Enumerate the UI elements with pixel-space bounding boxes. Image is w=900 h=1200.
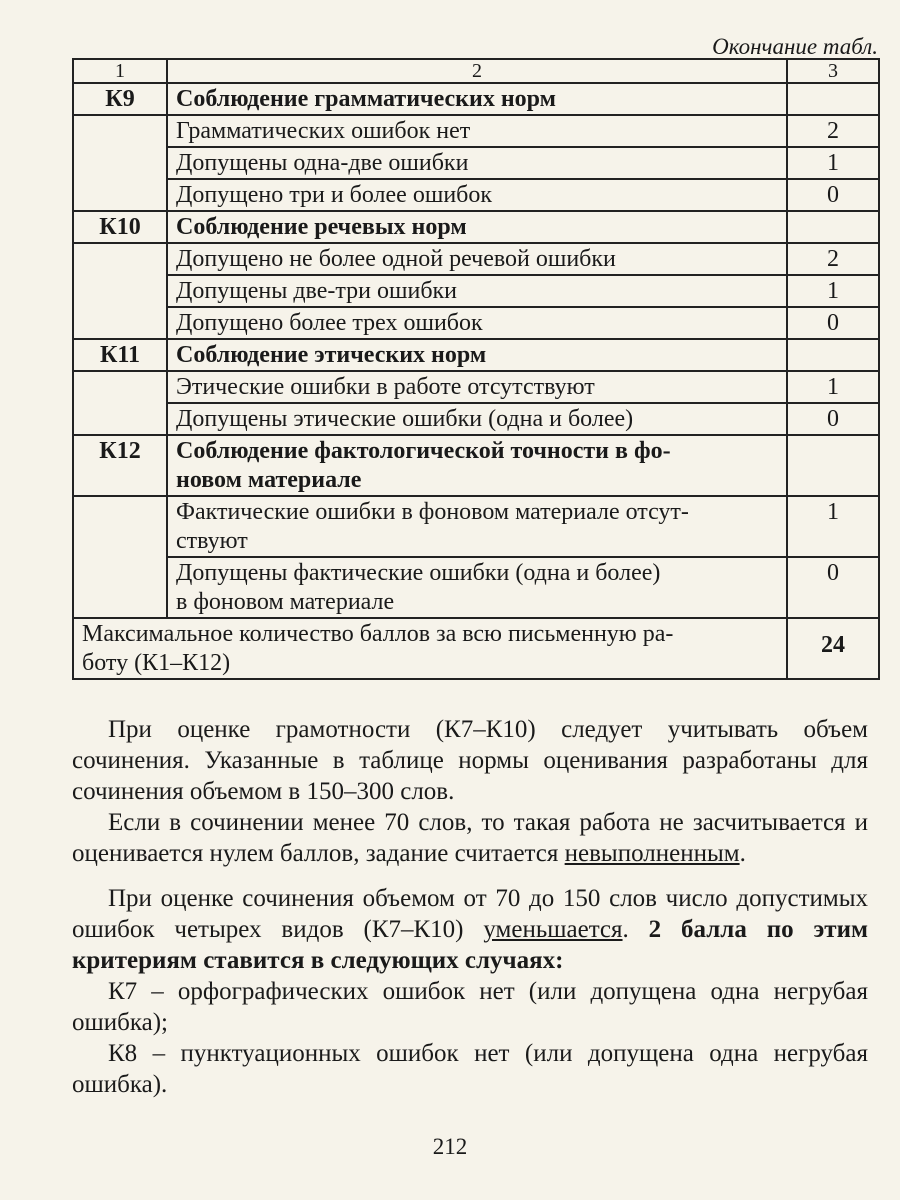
criterion-title: Соблюдение этических норм — [167, 339, 787, 371]
row-text — [167, 557, 787, 618]
max-score-value: 24 — [787, 618, 879, 679]
page-number: 212 — [432, 1134, 468, 1159]
row-score: 1 — [787, 147, 879, 179]
table-row — [73, 147, 879, 179]
row-text: Грамматических ошибок нет — [167, 115, 787, 147]
criterion-title-line: новом материале — [176, 467, 362, 493]
header-col-2: 2 — [167, 59, 787, 83]
table-row — [73, 403, 879, 435]
criterion-row-k11 — [73, 339, 879, 371]
row-text: Этические ошибки в работе отсутствуют — [167, 371, 787, 403]
table-row — [73, 179, 879, 211]
table-header-row — [73, 59, 879, 83]
criterion-score-empty — [787, 211, 879, 243]
row-text: Допущено три и более ошибок — [167, 179, 787, 211]
max-score-line: боту (К1–К12) — [82, 650, 231, 676]
empty-code-cell — [73, 115, 167, 211]
criterion-code: К12 — [73, 435, 167, 496]
criteria-table — [72, 58, 880, 680]
row-text: Допущено не более одной речевой ошибки — [167, 243, 787, 275]
criterion-score-empty — [787, 435, 879, 496]
header-col-3: 3 — [787, 59, 879, 83]
underlined-word: уменьшается — [483, 916, 623, 943]
criterion-title — [167, 435, 787, 496]
criterion-code: К11 — [73, 339, 167, 371]
criterion-title: Соблюдение речевых норм — [167, 211, 787, 243]
paragraph: При оценке грамотности (К7–К10) следует учитывать объем сочинения. Указанные в таблице нормы оценивания разработаны для сочинения объемом в 150–300 слов. — [72, 716, 868, 805]
table-row — [73, 115, 879, 147]
paragraph: К7 – орфографических ошибок нет (или допущена одна негрубая ошибка); — [72, 978, 868, 1036]
row-text: Допущены этические ошибки (одна и более) — [167, 403, 787, 435]
criterion-row-k12 — [73, 435, 879, 496]
table-row — [73, 275, 879, 307]
row-text-line: Фактические ошибки в фоновом материале отсут- — [176, 499, 689, 525]
empty-code-cell — [73, 496, 167, 618]
criterion-code: К10 — [73, 211, 167, 243]
row-score: 0 — [787, 557, 879, 618]
criterion-row-k9 — [73, 83, 879, 115]
max-score-label — [73, 618, 787, 679]
paragraph — [72, 807, 868, 869]
header-col-1: 1 — [73, 59, 167, 83]
row-text — [167, 496, 787, 557]
max-score-line: Максимальное количество баллов за всю письменную ра- — [82, 621, 674, 647]
table-row — [73, 496, 879, 557]
criterion-row-k10 — [73, 211, 879, 243]
paragraph: К8 – пунктуационных ошибок нет (или допущена одна негрубая ошибка). — [72, 1040, 868, 1098]
paragraph-text: . — [739, 840, 746, 867]
empty-code-cell — [73, 243, 167, 339]
row-text-line: ствуют — [176, 528, 248, 554]
table-row — [73, 371, 879, 403]
row-text: Допущено более трех ошибок — [167, 307, 787, 339]
row-text-line: Допущены фактические ошибки (одна и более) — [176, 560, 661, 586]
criterion-title-line: Соблюдение фактологической точности в фо- — [176, 438, 671, 464]
body-text — [72, 714, 868, 1100]
criterion-score-empty — [787, 339, 879, 371]
row-score: 2 — [787, 243, 879, 275]
row-text-line: в фоновом материале — [176, 589, 395, 615]
row-text: Допущены две-три ошибки — [167, 275, 787, 307]
paragraph — [72, 883, 868, 976]
criterion-code: К9 — [73, 83, 167, 115]
row-score: 2 — [787, 115, 879, 147]
bold-text: 2 балла по этим критериям ставится в следующих случаях: — [72, 916, 869, 974]
row-score: 0 — [787, 179, 879, 211]
row-text: Допущены одна-две ошибки — [167, 147, 787, 179]
row-score: 1 — [787, 496, 879, 557]
criterion-score-empty — [787, 83, 879, 115]
row-score: 1 — [787, 275, 879, 307]
row-score: 0 — [787, 307, 879, 339]
underlined-word: невыполненным — [564, 840, 740, 867]
paragraph-text: . — [622, 916, 649, 943]
table-row — [73, 307, 879, 339]
table-row — [73, 557, 879, 618]
row-score: 1 — [787, 371, 879, 403]
paragraph-text: При оценке сочинения объемом от 70 до 150 слов число допустимых ошибок четырех видов (К7–К10) — [72, 885, 868, 943]
paragraph-text: Если в сочинении менее 70 слов, то такая работа не засчитывается и оценивается нулем баллов, задание считается — [72, 809, 868, 867]
table-continuation-caption: Окончание табл. — [712, 34, 878, 59]
criterion-title: Соблюдение грамматических норм — [167, 83, 787, 115]
empty-code-cell — [73, 371, 167, 435]
table-row — [73, 243, 879, 275]
row-score: 0 — [787, 403, 879, 435]
max-score-row — [73, 618, 879, 679]
